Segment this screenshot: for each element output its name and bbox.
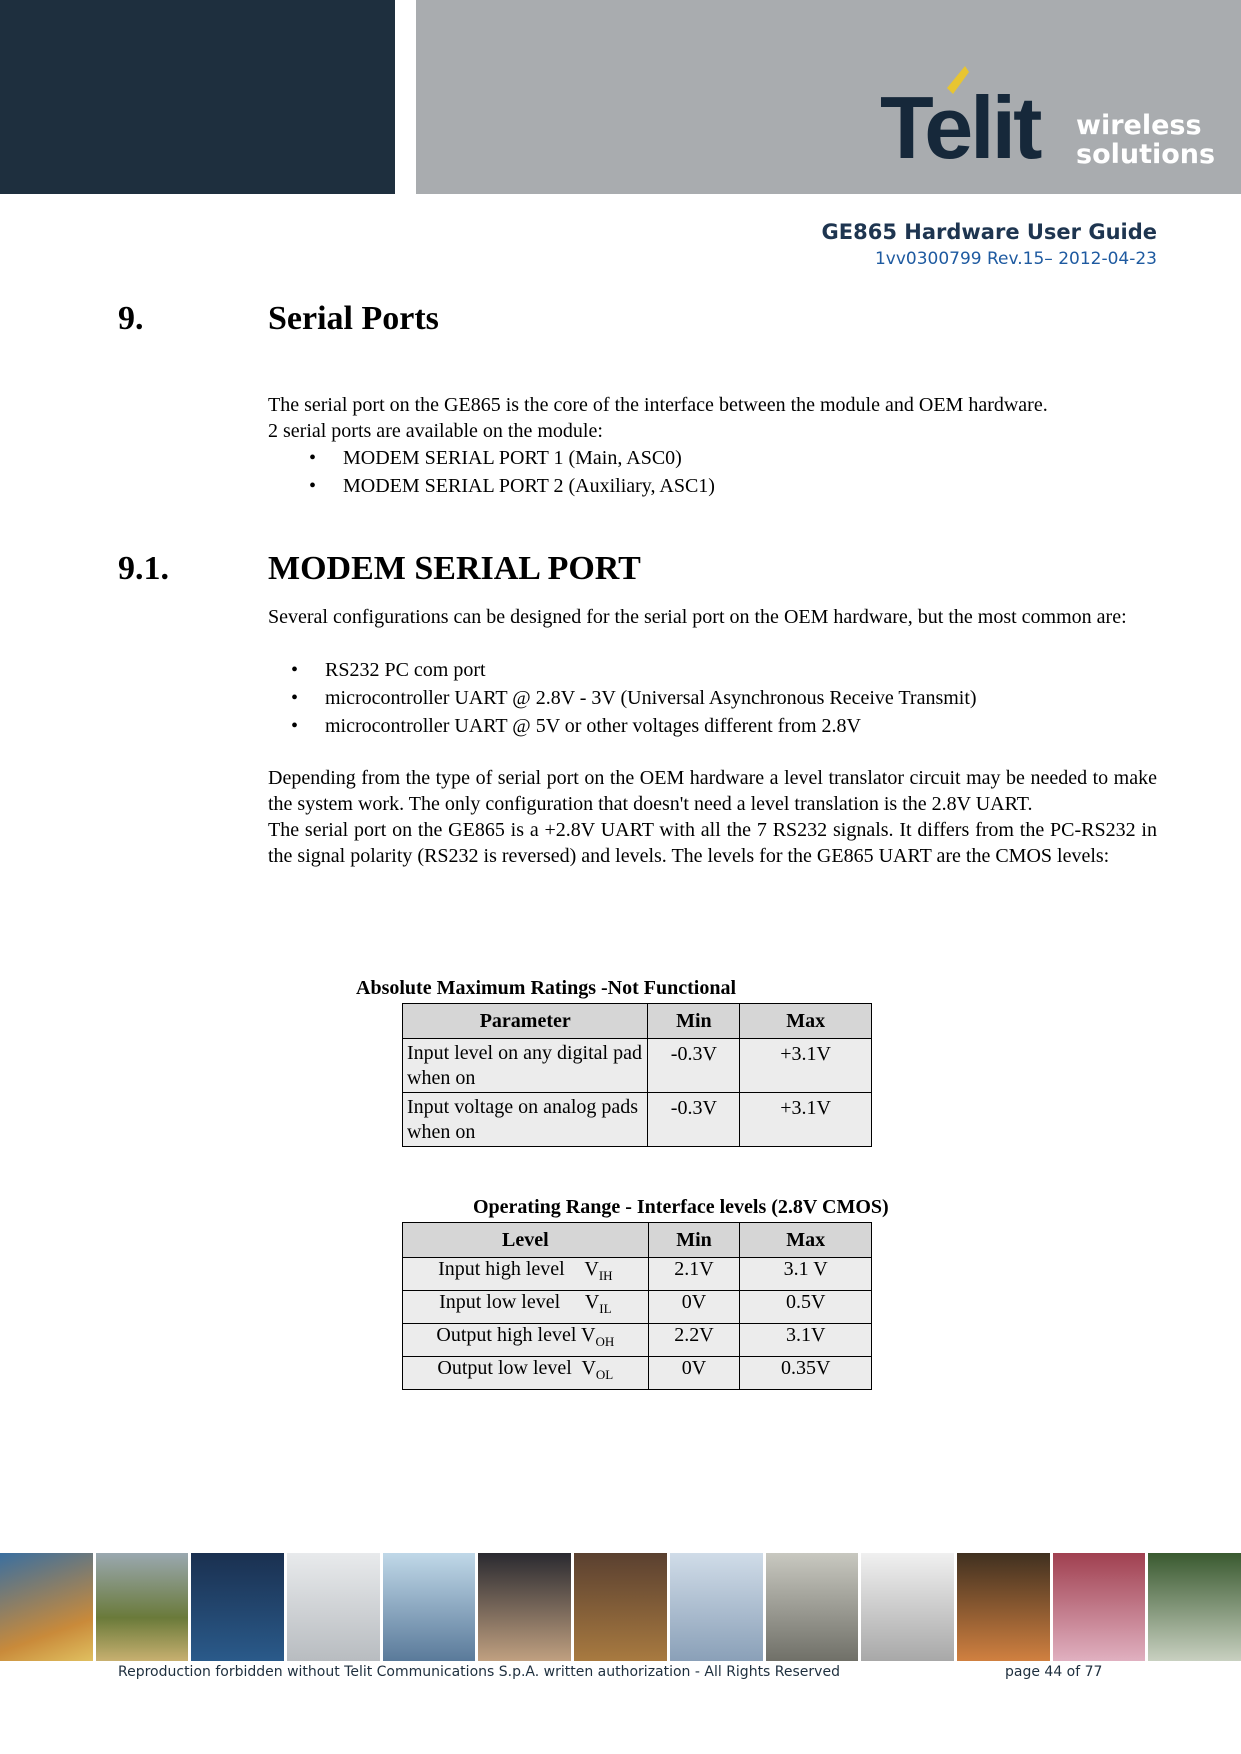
list-item: • MODEM SERIAL PORT 2 (Auxiliary, ASC1) xyxy=(343,472,715,500)
document-revision: 1vv0300799 Rev.15– 2012-04-23 xyxy=(874,249,1157,269)
section-title: Serial Ports xyxy=(268,300,439,337)
photo-tile-image xyxy=(957,1553,1050,1661)
section9-intro xyxy=(268,392,1168,444)
section-number: 9.1. xyxy=(118,550,169,587)
photo-tile-image xyxy=(96,1553,189,1661)
list-item: • microcontroller UART @ 2.8V - 3V (Universal Asynchronous Receive Transmit) xyxy=(325,684,977,712)
table-cell: Output low level $V_{OL}$ xyxy=(403,1357,649,1390)
table-cell: -0.3V xyxy=(648,1039,740,1093)
table-abs-caption: Absolute Maximum Ratings -Not Functional xyxy=(356,977,737,999)
telit-logo: Telit xyxy=(880,78,1040,177)
footer-page-number: page 44 of 77 xyxy=(1005,1664,1103,1680)
table-cell: -0.3V xyxy=(648,1093,740,1147)
photo-tile-image xyxy=(766,1553,859,1661)
table-row xyxy=(403,1291,872,1324)
table-cell: +3.1V xyxy=(740,1039,872,1093)
table-row xyxy=(403,1357,872,1390)
photo-tile-image xyxy=(861,1553,954,1661)
absolute-max-ratings-table xyxy=(402,1003,872,1147)
table-row xyxy=(403,1258,872,1291)
telit-logo-accent-icon xyxy=(0,0,1241,194)
logo-tagline-line1: wireless xyxy=(1076,110,1202,141)
table-cell: Input high level $V_{IH}$ xyxy=(403,1258,649,1291)
list-item: • RS232 PC com port xyxy=(325,656,977,684)
bullet-icon: • xyxy=(309,475,317,497)
photo-tile-image xyxy=(574,1553,667,1661)
serial-port-list xyxy=(309,444,715,500)
section9-intro-line2: 2 serial ports are available on the module: xyxy=(268,420,603,442)
table-op-caption: Operating Range - Interface levels (2.8V CMOS) xyxy=(473,1196,889,1218)
table-cell: 3.1 V xyxy=(740,1258,872,1291)
column-header: Level xyxy=(403,1223,649,1258)
photo-tile-image xyxy=(478,1553,571,1661)
photo-tile-image xyxy=(191,1553,284,1661)
table-cell: Input low level $V_{IL}$ xyxy=(403,1291,649,1324)
table-cell: 0.5V xyxy=(740,1291,872,1324)
list-item: • MODEM SERIAL PORT 1 (Main, ASC0) xyxy=(343,444,715,472)
bullet-icon: • xyxy=(291,687,299,709)
photo-tile-image xyxy=(1148,1553,1241,1661)
column-header: Parameter xyxy=(403,1004,648,1039)
list-item: • microcontroller UART @ 5V or other voltages different from 2.8V xyxy=(325,712,977,740)
column-header: Min xyxy=(648,1004,740,1039)
table-cell: Input level on any digital pad when on xyxy=(403,1039,648,1093)
bullet-icon: • xyxy=(291,715,299,737)
operating-range-table xyxy=(402,1222,872,1390)
photo-tile-image xyxy=(670,1553,763,1661)
logo-tagline xyxy=(1076,111,1215,169)
bullet-icon: • xyxy=(291,659,299,681)
table-cell: 0.35V xyxy=(740,1357,872,1390)
table-row xyxy=(403,1039,872,1093)
table-cell: 2.2V xyxy=(648,1324,740,1357)
table-cell: 3.1V xyxy=(740,1324,872,1357)
section9-intro-line1: The serial port on the GE865 is the core of the interface between the module and OEM hardware. xyxy=(268,394,1048,416)
document-title: GE865 Hardware User Guide xyxy=(821,220,1157,244)
section-title: MODEM SERIAL PORT xyxy=(268,550,641,587)
photo-tile-image xyxy=(0,1553,93,1661)
section91-intro: Several configurations can be designed for the serial port on the OEM hardware, but the most common are: xyxy=(268,606,1127,628)
table-row xyxy=(403,1093,872,1147)
photo-tile-image xyxy=(287,1553,380,1661)
section-number: 9. xyxy=(118,300,144,337)
table-cell: 0V xyxy=(648,1357,740,1390)
table-cell: Output high level $V_{OH}$ xyxy=(403,1324,649,1357)
footer-photo-strip xyxy=(0,1553,1241,1661)
table-row xyxy=(403,1324,872,1357)
bullet-icon: • xyxy=(309,447,317,469)
table-cell: Input voltage on analog pads when on xyxy=(403,1093,648,1147)
section91-body xyxy=(268,765,1157,869)
table-header-row xyxy=(403,1223,872,1258)
photo-tile-image xyxy=(383,1553,476,1661)
table-cell: 2.1V xyxy=(648,1258,740,1291)
configuration-list xyxy=(291,656,977,740)
logo-tagline-line2: solutions xyxy=(1076,139,1216,170)
column-header: Max xyxy=(740,1004,872,1039)
section91-paragraph-1: Depending from the type of serial port on the OEM hardware a level translator circuit may be needed to make the system work. The only configuration that doesn't need a level translation is the 2.8V UART. xyxy=(268,767,1157,815)
footer-copyright-notice: Reproduction forbidden without Telit Communications S.p.A. written authorization - All Rights Reserved xyxy=(118,1664,840,1680)
photo-tile-image xyxy=(1053,1553,1146,1661)
table-header-row xyxy=(403,1004,872,1039)
section91-paragraph-2: The serial port on the GE865 is a +2.8V UART with all the 7 RS232 signals. It differs from the PC-RS232 in the signal polarity (RS232 is reversed) and levels. The levels for the GE865 UART are the CMOS levels: xyxy=(268,819,1157,867)
column-header: Min xyxy=(648,1223,740,1258)
column-header: Max xyxy=(740,1223,872,1258)
table-cell: +3.1V xyxy=(740,1093,872,1147)
table-cell: 0V xyxy=(648,1291,740,1324)
